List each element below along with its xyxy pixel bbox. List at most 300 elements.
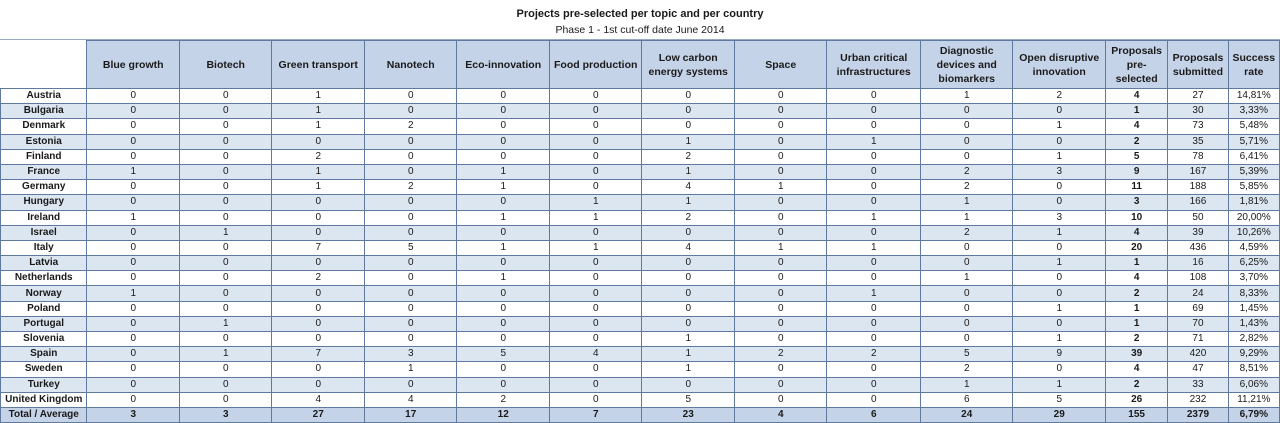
value-cell: 0 [642,256,735,271]
value-cell: 0 [642,119,735,134]
table-row [1,164,1280,179]
value-cell: 0 [827,316,921,331]
value-cell: 29 [1013,407,1106,422]
value-cell: 0 [87,332,180,347]
value-cell: 33 [1168,377,1228,392]
value-cell: 0 [272,256,365,271]
value-cell: 0 [87,362,180,377]
value-cell: 1 [549,210,642,225]
value-cell: 0 [457,286,550,301]
value-cell: 0 [920,119,1013,134]
table-row [1,225,1280,240]
country-cell: United Kingdom [1,392,87,407]
value-cell: 2 [364,180,457,195]
value-cell: 1 [827,286,921,301]
value-cell: 0 [549,392,642,407]
value-cell: 0 [827,180,921,195]
value-cell: 0 [179,104,272,119]
value-cell: 4,59% [1228,240,1279,255]
value-cell: 5 [1013,392,1106,407]
value-cell: 0 [549,134,642,149]
value-cell: 0 [364,210,457,225]
value-cell: 4 [1105,225,1167,240]
country-cell: Austria [1,89,87,104]
value-cell: 1 [87,286,180,301]
country-cell: Israel [1,225,87,240]
value-cell: 436 [1168,240,1228,255]
value-cell: 78 [1168,149,1228,164]
table-row [1,195,1280,210]
column-header: Green transport [272,41,365,89]
country-cell: Estonia [1,134,87,149]
column-header: Success rate [1228,41,1279,89]
value-cell: 4 [1105,271,1167,286]
value-cell: 5,71% [1228,134,1279,149]
value-cell: 1 [642,362,735,377]
value-cell: 0 [827,195,921,210]
column-header: Proposals pre-selected [1105,41,1167,89]
value-cell: 9 [1105,164,1167,179]
value-cell: 0 [1013,134,1106,149]
value-cell: 0 [920,149,1013,164]
value-cell: 70 [1168,316,1228,331]
value-cell: 1 [1013,377,1106,392]
value-cell: 0 [457,316,550,331]
table-row [1,210,1280,225]
value-cell: 0 [827,301,921,316]
value-cell: 0 [549,362,642,377]
country-cell: Sweden [1,362,87,377]
value-cell: 47 [1168,362,1228,377]
value-cell: 27 [272,407,365,422]
value-cell: 12 [457,407,550,422]
value-cell: 1 [1105,301,1167,316]
value-cell: 1 [549,240,642,255]
value-cell: 5,39% [1228,164,1279,179]
value-cell: 0 [364,225,457,240]
value-cell: 0 [734,392,827,407]
value-cell: 8,33% [1228,286,1279,301]
value-cell: 0 [179,256,272,271]
column-header: Proposals submitted [1168,41,1228,89]
value-cell: 0 [364,316,457,331]
value-cell: 26 [1105,392,1167,407]
value-cell: 0 [549,180,642,195]
country-cell: Norway [1,286,87,301]
value-cell: 1 [827,210,921,225]
value-cell: 0 [642,271,735,286]
value-cell: 0 [827,119,921,134]
value-cell: 0 [734,362,827,377]
value-cell: 0 [364,195,457,210]
table-title-block [0,0,1280,40]
table-row [1,149,1280,164]
value-cell: 0 [457,225,550,240]
value-cell: 0 [179,164,272,179]
value-cell: 0 [457,134,550,149]
value-cell: 0 [920,332,1013,347]
value-cell: 0 [642,301,735,316]
value-cell: 11,21% [1228,392,1279,407]
value-cell: 1 [642,347,735,362]
value-cell: 1 [457,210,550,225]
value-cell: 0 [87,225,180,240]
value-cell: 0 [272,225,365,240]
value-cell: 0 [179,89,272,104]
value-cell: 1 [179,347,272,362]
value-cell: 0 [364,164,457,179]
value-cell: 0 [827,164,921,179]
value-cell: 2 [734,347,827,362]
column-header: Open disruptive innovation [1013,41,1106,89]
table-row [1,256,1280,271]
value-cell: 4 [549,347,642,362]
value-cell: 3 [179,407,272,422]
value-cell: 0 [364,271,457,286]
value-cell: 0 [734,104,827,119]
value-cell: 9 [1013,347,1106,362]
value-cell: 1 [920,271,1013,286]
value-cell: 0 [457,301,550,316]
value-cell: 6,06% [1228,377,1279,392]
table-row [1,362,1280,377]
value-cell: 0 [179,134,272,149]
country-cell: Denmark [1,119,87,134]
value-cell: 5 [457,347,550,362]
value-cell: 0 [827,377,921,392]
value-cell: 9,29% [1228,347,1279,362]
table-body [1,89,1280,423]
value-cell: 3 [1013,210,1106,225]
value-cell: 1 [920,210,1013,225]
value-cell: 0 [364,134,457,149]
value-cell: 0 [364,89,457,104]
value-cell: 1,45% [1228,301,1279,316]
value-cell: 0 [179,210,272,225]
value-cell: 0 [920,134,1013,149]
value-cell: 0 [457,195,550,210]
value-cell: 0 [457,256,550,271]
value-cell: 17 [364,407,457,422]
value-cell: 69 [1168,301,1228,316]
value-cell: 0 [827,271,921,286]
value-cell: 188 [1168,180,1228,195]
value-cell: 1 [1013,225,1106,240]
value-cell: 0 [827,332,921,347]
value-cell: 1 [272,119,365,134]
value-cell: 14,81% [1228,89,1279,104]
value-cell: 0 [87,134,180,149]
value-cell: 1 [457,180,550,195]
value-cell: 2 [642,210,735,225]
value-cell: 0 [1013,180,1106,195]
value-cell: 39 [1105,347,1167,362]
value-cell: 6,25% [1228,256,1279,271]
value-cell: 1 [920,195,1013,210]
table-title: Projects pre-selected per topic and per country [516,8,764,20]
value-cell: 3 [1013,164,1106,179]
value-cell: 2 [1105,332,1167,347]
value-cell: 5 [920,347,1013,362]
value-cell: 0 [364,149,457,164]
value-cell: 0 [179,195,272,210]
value-cell: 1 [179,225,272,240]
value-cell: 0 [642,377,735,392]
value-cell: 1 [920,377,1013,392]
value-cell: 0 [734,225,827,240]
value-cell: 5,48% [1228,119,1279,134]
value-cell: 0 [1013,271,1106,286]
value-cell: 3,33% [1228,104,1279,119]
column-header: Food production [549,41,642,89]
country-cell: Hungary [1,195,87,210]
value-cell: 4 [1105,362,1167,377]
value-cell: 0 [457,119,550,134]
column-header: Urban critical infrastructures [827,41,921,89]
value-cell: 0 [457,89,550,104]
table-row [1,271,1280,286]
value-cell: 30 [1168,104,1228,119]
value-cell: 0 [87,347,180,362]
value-cell: 1 [1013,301,1106,316]
value-cell: 1 [272,89,365,104]
table-row [1,119,1280,134]
value-cell: 1 [457,240,550,255]
value-cell: 1 [1013,119,1106,134]
value-cell: 0 [734,119,827,134]
value-cell: 1 [1013,149,1106,164]
value-cell: 0 [734,89,827,104]
value-cell: 2 [920,164,1013,179]
value-cell: 0 [87,89,180,104]
value-cell: 0 [642,89,735,104]
value-cell: 0 [827,89,921,104]
value-cell: 1 [642,134,735,149]
value-cell: 420 [1168,347,1228,362]
value-cell: 1 [364,362,457,377]
value-cell: 0 [272,210,365,225]
value-cell: 8,51% [1228,362,1279,377]
value-cell: 0 [179,392,272,407]
value-cell: 5 [364,240,457,255]
value-cell: 0 [827,149,921,164]
value-cell: 6,79% [1228,407,1279,422]
value-cell: 0 [179,119,272,134]
value-cell: 0 [734,164,827,179]
value-cell: 0 [272,332,365,347]
total-row [1,407,1280,422]
value-cell: 0 [87,195,180,210]
value-cell: 0 [87,316,180,331]
value-cell: 4 [364,392,457,407]
table-subtitle: Phase 1 - 1st cut-off date June 2014 [555,24,725,36]
value-cell: 1 [642,164,735,179]
value-cell: 0 [827,225,921,240]
value-cell: 0 [920,301,1013,316]
value-cell: 2,82% [1228,332,1279,347]
header-row [1,41,1280,89]
value-cell: 0 [549,377,642,392]
table-row [1,134,1280,149]
value-cell: 1 [827,240,921,255]
value-cell: 0 [364,104,457,119]
value-cell: 1 [549,195,642,210]
country-cell: Slovenia [1,332,87,347]
value-cell: 1 [642,195,735,210]
value-cell: 35 [1168,134,1228,149]
value-cell: 0 [734,256,827,271]
value-cell: 3 [1105,195,1167,210]
value-cell: 1 [1013,332,1106,347]
value-cell: 0 [549,316,642,331]
column-header: Diagnostic devices and biomarkers [920,41,1013,89]
value-cell: 0 [179,301,272,316]
value-cell: 1 [1013,256,1106,271]
value-cell: 2379 [1168,407,1228,422]
column-header: Low carbon energy systems [642,41,735,89]
table-row [1,377,1280,392]
value-cell: 0 [87,392,180,407]
value-cell: 0 [1013,240,1106,255]
value-cell: 0 [920,286,1013,301]
column-header: Blue growth [87,41,180,89]
table-row [1,316,1280,331]
value-cell: 0 [827,104,921,119]
value-cell: 1 [272,104,365,119]
value-cell: 0 [549,149,642,164]
column-header: Biotech [179,41,272,89]
value-cell: 0 [1013,316,1106,331]
country-cell: Germany [1,180,87,195]
value-cell: 0 [87,119,180,134]
value-cell: 24 [1168,286,1228,301]
value-cell: 2 [364,119,457,134]
value-cell: 1 [179,316,272,331]
value-cell: 0 [457,377,550,392]
value-cell: 0 [272,286,365,301]
value-cell: 0 [549,104,642,119]
value-cell: 5 [642,392,735,407]
value-cell: 0 [734,195,827,210]
value-cell: 0 [364,377,457,392]
value-cell: 0 [364,301,457,316]
total-label: Total / Average [1,407,87,422]
country-cell: France [1,164,87,179]
value-cell: 0 [920,240,1013,255]
value-cell: 0 [642,286,735,301]
value-cell: 27 [1168,89,1228,104]
value-cell: 2 [457,392,550,407]
value-cell: 4 [1105,119,1167,134]
value-cell: 0 [179,377,272,392]
value-cell: 1 [734,180,827,195]
value-cell: 0 [734,210,827,225]
value-cell: 0 [272,195,365,210]
table-row [1,89,1280,104]
value-cell: 0 [734,149,827,164]
value-cell: 0 [364,256,457,271]
value-cell: 20 [1105,240,1167,255]
value-cell: 6 [920,392,1013,407]
value-cell: 0 [642,104,735,119]
country-cell: Finland [1,149,87,164]
value-cell: 0 [734,271,827,286]
value-cell: 4 [272,392,365,407]
column-header: Eco-innovation [457,41,550,89]
value-cell: 4 [734,407,827,422]
value-cell: 3,70% [1228,271,1279,286]
value-cell: 2 [1105,377,1167,392]
value-cell: 232 [1168,392,1228,407]
country-cell: Netherlands [1,271,87,286]
value-cell: 0 [179,271,272,286]
value-cell: 0 [920,256,1013,271]
projects-table [0,40,1280,423]
value-cell: 1 [1105,256,1167,271]
value-cell: 0 [272,316,365,331]
value-cell: 0 [549,271,642,286]
value-cell: 2 [827,347,921,362]
value-cell: 0 [272,362,365,377]
value-cell: 2 [920,180,1013,195]
value-cell: 1,81% [1228,195,1279,210]
value-cell: 0 [734,286,827,301]
value-cell: 2 [1105,286,1167,301]
value-cell: 0 [920,316,1013,331]
table-row [1,332,1280,347]
value-cell: 11 [1105,180,1167,195]
value-cell: 0 [457,332,550,347]
value-cell: 1 [1105,316,1167,331]
value-cell: 2 [1013,89,1106,104]
value-cell: 0 [1013,286,1106,301]
value-cell: 0 [734,301,827,316]
value-cell: 155 [1105,407,1167,422]
value-cell: 0 [87,256,180,271]
value-cell: 6 [827,407,921,422]
country-cell: Spain [1,347,87,362]
value-cell: 1,43% [1228,316,1279,331]
country-cell: Poland [1,301,87,316]
value-cell: 2 [642,149,735,164]
value-cell: 1 [642,332,735,347]
value-cell: 1 [734,240,827,255]
value-cell: 0 [364,332,457,347]
value-cell: 0 [734,134,827,149]
value-cell: 1 [272,164,365,179]
value-cell: 0 [179,149,272,164]
value-cell: 1 [272,180,365,195]
value-cell: 0 [642,316,735,331]
value-cell: 0 [920,104,1013,119]
country-cell: Ireland [1,210,87,225]
value-cell: 0 [87,271,180,286]
value-cell: 0 [1013,104,1106,119]
value-cell: 0 [87,240,180,255]
value-cell: 0 [549,89,642,104]
value-cell: 50 [1168,210,1228,225]
value-cell: 7 [272,347,365,362]
table-row [1,301,1280,316]
value-cell: 0 [1013,362,1106,377]
table-row [1,104,1280,119]
value-cell: 0 [1013,195,1106,210]
value-cell: 108 [1168,271,1228,286]
value-cell: 7 [272,240,365,255]
table-row [1,286,1280,301]
value-cell: 39 [1168,225,1228,240]
country-cell: Turkey [1,377,87,392]
